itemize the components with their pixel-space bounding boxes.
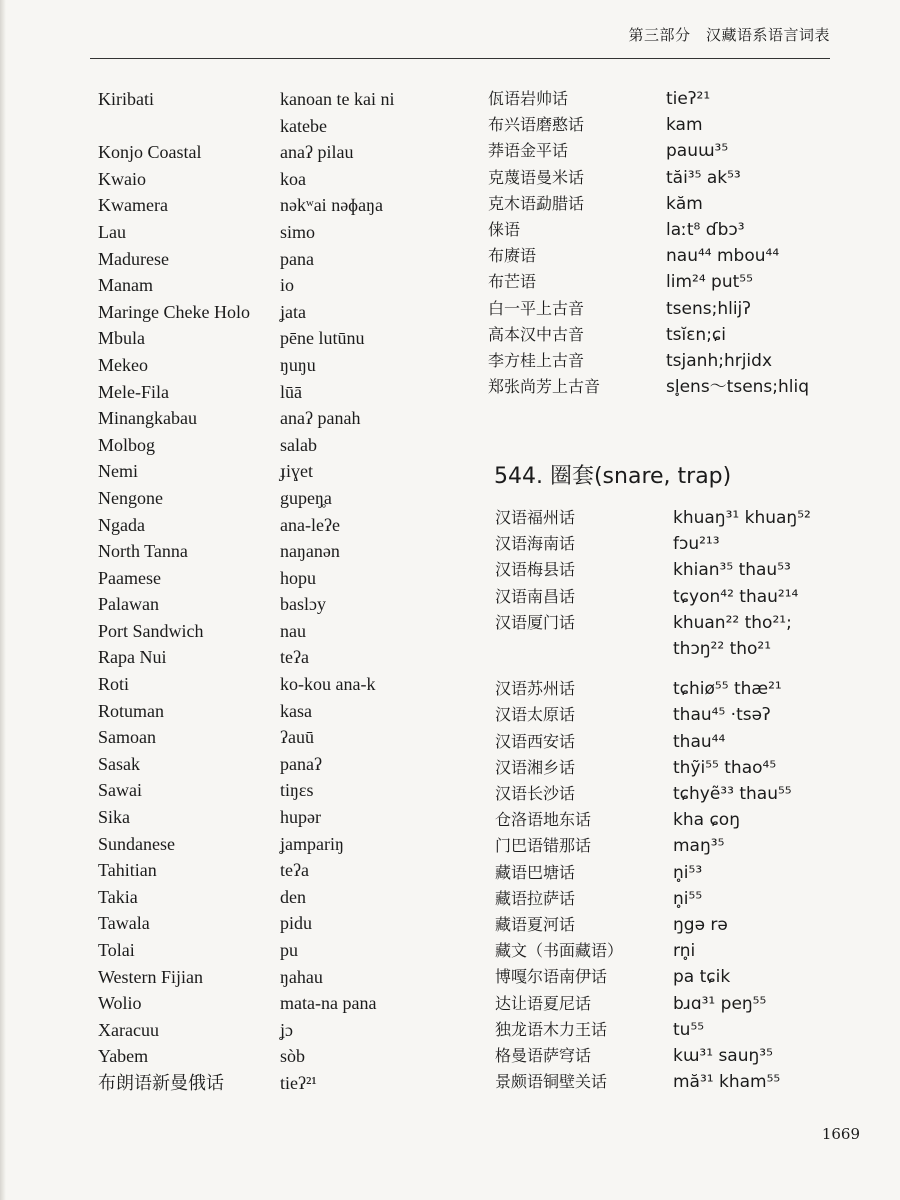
entry-row [98,219,438,246]
entry-row [98,644,438,671]
language-name: Paamese [98,567,161,588]
entry-row [98,937,438,964]
word-form: ɟiɣet [280,461,313,482]
entry-row [495,755,855,781]
section-heading: 544. 圈套(snare, trap) [494,464,732,489]
word-form: ŋahau [280,966,323,987]
word-form: nau [280,620,306,641]
language-name: Rotuman [98,700,164,721]
word-form: tsens;hlijʔ [666,298,751,319]
entry-row [98,671,438,698]
entry-row [98,804,438,831]
entry-row [488,296,848,322]
entry-row [488,138,848,164]
entry-row [488,348,848,374]
word-form: koa [280,168,306,189]
entry-row [495,557,855,583]
entry-row [98,485,438,512]
language-name: Kiribati [98,89,154,109]
entry-row [98,458,438,485]
language-name: 克蔑语曼米话 [488,167,585,187]
word-form: tsjanh;hrjidx [666,351,773,372]
word-form: ko-kou ana-k [280,674,376,695]
word-form: khian³⁵ thau⁵³ [673,560,791,581]
language-name: Mekeo [98,354,148,375]
language-name: Konjo Coastal [98,142,202,163]
language-name: Mbula [98,328,145,349]
word-form: katebe [280,115,327,136]
entry-row [495,676,855,702]
word-form: pidu [280,913,313,934]
language-name: 俫语 [488,220,521,240]
language-name: 独龙语木力王话 [495,1019,608,1039]
word-form: thau⁴⁵ ·tsəʔ [673,705,771,726]
entry-row [495,781,855,807]
word-form: khuaŋ³¹ khuaŋ⁵² [673,508,811,528]
entry-row [98,831,438,858]
entry-row [98,139,438,166]
running-header: 第三部分 汉藏语系语言词表 [628,26,830,44]
word-form: thau⁴⁴ [673,731,726,752]
word-form: tɕyon⁴² thau²¹⁴ [673,586,799,607]
word-form: teʔa [280,647,309,668]
word-form: sòb [280,1046,306,1067]
word-form: hupər [280,807,321,828]
word-form: pa tɕik [673,967,731,988]
language-name: Nengone [98,487,163,508]
word-form: ŋgə rə [673,915,728,936]
entry-row [98,964,438,991]
entry-row [488,86,848,112]
word-form: tieʔ²¹ [280,1072,317,1093]
language-name: 藏语拉萨话 [495,888,576,908]
entry-row [488,269,848,295]
word-form: ŋuŋu [280,354,316,375]
entry-row [98,1017,438,1044]
word-form: simo [280,221,316,242]
language-name: 布朗语新曼俄话 [98,1072,224,1093]
word-form: n̥i⁵³ [673,862,703,883]
word-form: sl̥ens～tsens;hliq [666,377,810,398]
word-form: tɕhiø⁵⁵ thæ²¹ [673,679,782,700]
word-form: pu [280,940,298,960]
language-name: 达让语夏尼话 [495,993,592,1013]
language-name: Nemi [98,461,138,482]
entry-row [495,702,855,728]
entry-row [98,884,438,911]
language-name: Molbog [98,434,156,455]
language-name: Manam [98,275,153,296]
language-name: 汉语长沙话 [495,784,576,804]
word-form: naŋanən [280,541,340,562]
word-form: nəkʷai nəɸaŋa [280,195,384,216]
entry-row [98,379,438,406]
entry-row [495,912,855,938]
entry-row [98,777,438,804]
language-name: Lau [98,221,126,242]
entry-row [488,191,848,217]
word-form: ʔauū [280,727,314,748]
language-name: 布兴语磨憨话 [488,115,585,135]
entry-row [495,662,855,676]
language-name: 佤语岩帅话 [488,89,569,108]
entry-row [495,505,855,531]
language-name: Yabem [98,1046,149,1067]
word-form: tăi³⁵ ak⁵³ [666,167,741,188]
word-form: kanoan te kai ni [280,89,395,109]
language-name: Tawala [98,913,150,934]
word-form: kɯ³¹ sauŋ³⁵ [673,1046,773,1067]
language-name: Tahitian [98,860,157,881]
left-column [98,86,438,1097]
language-name: 仓洛语地东话 [495,810,592,830]
word-form: ʝata [280,301,306,322]
entry-row [98,86,438,113]
language-name: Palawan [98,594,159,615]
word-form: hopu [280,567,316,588]
word-form: pēne lutūnu [280,328,365,349]
language-name: 格曼语萨穹话 [495,1046,592,1066]
language-name: Roti [98,674,130,695]
entry-row [98,325,438,352]
entry-row [98,192,438,219]
word-form: anaʔ panah [280,408,361,429]
language-name: 布芒语 [488,272,537,292]
language-name: Samoan [98,727,156,748]
word-form: mata-na pana [280,993,377,1014]
language-name: North Tanna [98,541,188,562]
entry-row [495,1069,855,1095]
entry-row [98,512,438,539]
entry-row [495,964,855,990]
entry-row [98,272,438,299]
entry-row [488,374,848,400]
word-form: salab [280,434,317,455]
entry-row [495,938,855,964]
word-form: kăm [666,193,703,214]
language-name: 汉语湘乡话 [495,757,576,777]
entry-row [98,246,438,273]
word-form: bɹɑ³¹ peŋ⁵⁵ [673,993,767,1014]
language-name: Rapa Nui [98,647,167,668]
word-form: fɔu²¹³ [673,534,720,555]
word-form: ʝɔ [280,1019,293,1040]
language-name: 郑张尚芳上古音 [488,377,601,397]
language-name: Madurese [98,248,169,269]
word-form: mă³¹ kham⁵⁵ [673,1072,781,1093]
word-form: kasa [280,700,312,721]
language-name: Kwamera [98,195,168,216]
language-name: 布赓语 [488,246,537,266]
language-name: 汉语海南话 [495,534,576,554]
word-form: tiŋɛs [280,780,314,801]
word-form: maŋ³⁵ [673,836,725,857]
entry-row [488,165,848,191]
language-name: 门巴语错那话 [495,836,592,856]
language-name: 李方桂上古音 [488,351,585,371]
header-rule [90,58,830,59]
word-form: thỹi⁵⁵ thao⁴⁵ [673,757,777,778]
language-name: Maringe Cheke Holo [98,301,250,322]
language-name [495,636,673,662]
language-name: 汉语太原话 [495,705,576,725]
word-form: lim²⁴ put⁵⁵ [666,272,753,293]
entry-row [495,807,855,833]
language-name: 博嘎尔语南伊话 [495,967,608,987]
entry-row [495,1043,855,1069]
word-form: thɔŋ²² tho²¹ [673,639,772,660]
language-name: 汉语南昌话 [495,586,576,606]
entry-row [98,857,438,884]
word-form: lūā [280,381,302,402]
word-form: n̥i⁵⁵ [673,888,703,909]
language-name: Wolio [98,993,142,1014]
entry-row [98,166,438,193]
language-name: 克木语勐腊话 [488,193,585,213]
language-name: 高本汉中古音 [488,324,585,344]
page-gutter-shadow [0,0,6,1200]
right-column-bottom [495,505,855,1095]
entry-row [495,991,855,1017]
entry-row [98,405,438,432]
entry-row [495,1017,855,1043]
entry-row [495,584,855,610]
language-name: Sundanese [98,833,175,854]
language-name: Tolai [98,940,135,960]
language-name: 藏语夏河话 [495,915,576,935]
entry-row [98,538,438,565]
word-form: tsĭɛn;ɕi [666,324,727,345]
word-form: tieʔ²¹ [666,89,711,109]
entry-row [495,886,855,912]
language-name: Sawai [98,780,142,801]
language-name: 汉语梅县话 [495,560,576,580]
word-form: baslɔy [280,594,326,615]
word-form: rn̥i [673,941,696,962]
entry-row [495,610,855,636]
language-name: Sika [98,807,131,828]
language-name: Sasak [98,753,140,774]
word-form [673,662,855,676]
word-form: gupeŋ̥a [280,487,332,508]
entry-row [488,217,848,243]
word-form: kha ɕoŋ [673,810,740,831]
page-number: 1669 [821,1125,860,1143]
entry-row [488,243,848,269]
language-name: 藏语巴塘话 [495,862,576,882]
word-form: pana [280,248,314,269]
language-name: Kwaio [98,168,146,189]
language-name: Western Fijian [98,966,204,987]
language-name: 汉语西安话 [495,731,576,751]
entry-row [495,860,855,886]
entry-row [495,531,855,557]
language-name: 景颇语铜壁关话 [495,1072,608,1092]
word-form: ana-leʔe [280,514,340,535]
language-name: Mele-Fila [98,381,169,402]
word-form: pauɯ³⁵ [666,141,729,162]
entry-row [488,322,848,348]
entry-row [98,1043,438,1070]
language-name [495,662,673,676]
entry-row [98,751,438,778]
language-name: 白一平上古音 [488,298,585,318]
word-form: ʝampariŋ [280,833,344,854]
word-form: panaʔ [280,753,322,774]
entry-row [98,565,438,592]
word-form: khuan²² tho²¹; [673,612,792,633]
language-name: 汉语福州话 [495,508,576,527]
entry-row [98,724,438,751]
word-form: anaʔ pilau [280,142,354,163]
word-form: den [280,886,306,907]
entry-row [488,112,848,138]
entry-row [98,618,438,645]
entry-row [98,1070,438,1097]
language-name: 藏文（书面藏语） [495,941,624,961]
language-name: 汉语苏州话 [495,679,576,699]
entry-row [495,636,855,662]
entry-row [495,833,855,859]
word-form: tɕhyẽ³³ thau⁵⁵ [673,784,792,805]
entry-row [98,352,438,379]
word-form: teʔa [280,860,309,881]
word-form: io [280,275,295,296]
language-name [98,113,280,140]
entry-row [98,432,438,459]
word-form: tu⁵⁵ [673,1019,705,1040]
language-name: Port Sandwich [98,620,204,641]
word-form: nau⁴⁴ mbou⁴⁴ [666,246,780,267]
language-name: 莽语金平话 [488,141,569,161]
entry-row [98,113,438,140]
word-form: kam [666,115,703,136]
entry-row [495,729,855,755]
entry-row [98,910,438,937]
language-name: Minangkabau [98,408,197,429]
entry-row [98,698,438,725]
entry-row [98,990,438,1017]
entry-row [98,591,438,618]
language-name: Ngada [98,514,145,535]
entry-row [98,299,438,326]
language-name: Xaracuu [98,1019,159,1040]
language-name: 汉语厦门话 [495,612,576,632]
word-form: laːt⁸ ɗbɔ³ [666,220,745,241]
language-name: Takia [98,886,138,907]
right-column-top [488,86,848,400]
